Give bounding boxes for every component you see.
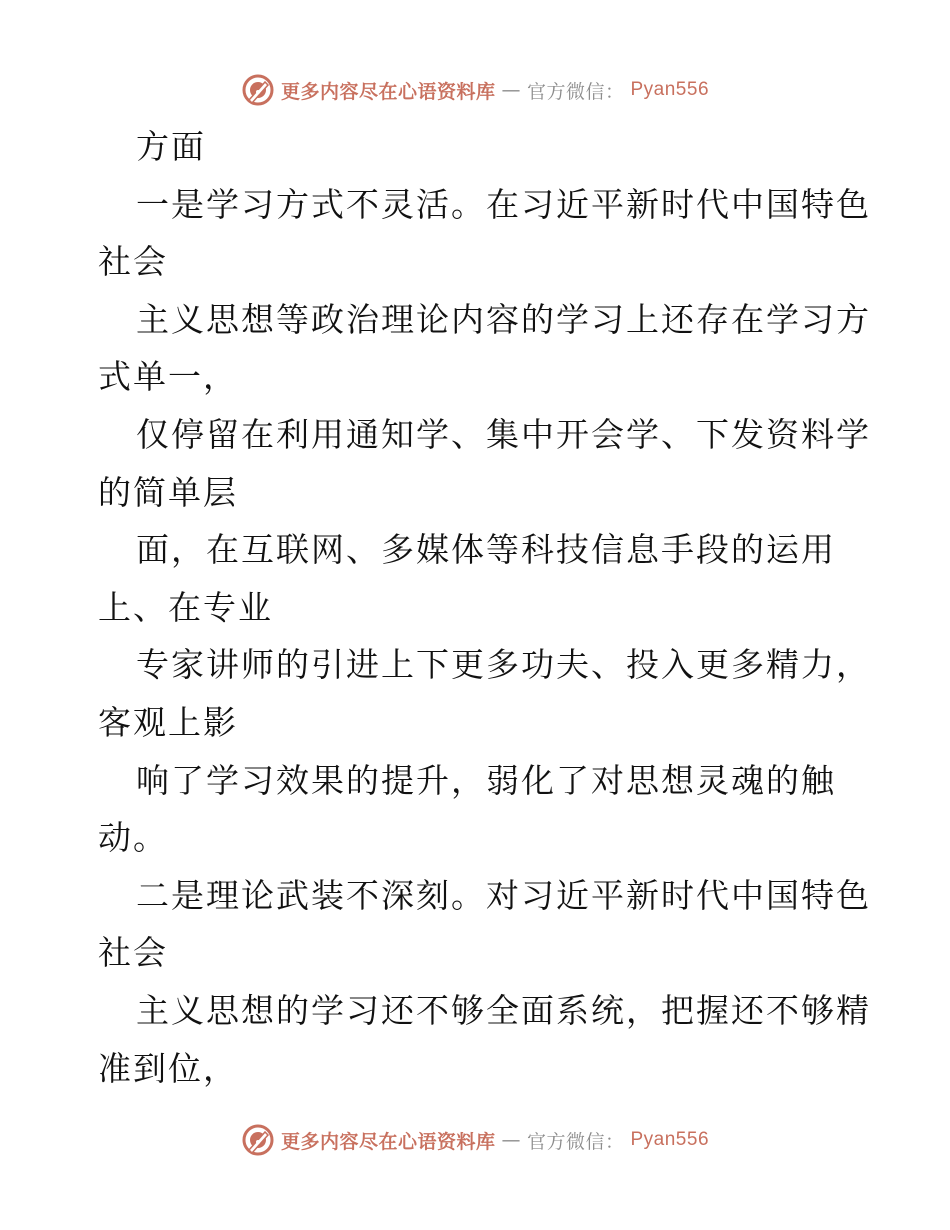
banner-brand-text: 更多内容尽在心语资料库 <box>280 1130 496 1153</box>
pen-logo-icon <box>241 73 275 107</box>
body-line: 仅停留在利用通知学、集中开会学、下发资料学 <box>136 414 871 454</box>
body-line: 社会 <box>98 933 168 973</box>
document-body <box>98 118 871 1097</box>
body-line: 主义思想的学习还不够全面系统，把握还不够精 <box>136 990 871 1030</box>
banner-brand-text: 更多内容尽在心语资料库 <box>280 80 496 103</box>
body-line: 一是学习方式不灵活。在习近平新时代中国特色 <box>136 184 871 224</box>
banner-wechat-id: Pyan556 <box>630 1129 710 1150</box>
body-line: 上、在专业 <box>98 587 273 627</box>
banner-wechat-label: 官方微信： <box>526 80 625 103</box>
body-line: 面，在互联网、多媒体等科技信息手段的运用 <box>136 530 836 570</box>
body-line: 的简单层 <box>98 472 238 512</box>
banner-dash: — <box>501 1129 521 1151</box>
body-line: 动。 <box>98 818 168 858</box>
header-banner <box>0 68 950 112</box>
pen-logo-icon <box>241 1123 275 1157</box>
body-line: 社会 <box>98 242 168 282</box>
body-line: 式单一， <box>98 357 238 397</box>
footer-banner <box>0 1118 950 1162</box>
body-line: 准到位， <box>98 1048 238 1088</box>
banner-wechat-label: 官方微信： <box>526 1130 625 1153</box>
banner-wechat-id: Pyan556 <box>630 79 710 100</box>
body-line: 响了学习效果的提升，弱化了对思想灵魂的触 <box>136 760 836 800</box>
body-line: 方面 <box>136 127 206 166</box>
banner-dash: — <box>501 79 521 101</box>
body-line: 二是理论武装不深刻。对习近平新时代中国特色 <box>136 875 871 915</box>
body-line: 专家讲师的引进上下更多功夫、投入更多精力， <box>136 645 871 685</box>
body-line: 客观上影 <box>98 702 238 742</box>
body-line: 主义思想等政治理论内容的学习上还存在学习方 <box>136 299 871 339</box>
